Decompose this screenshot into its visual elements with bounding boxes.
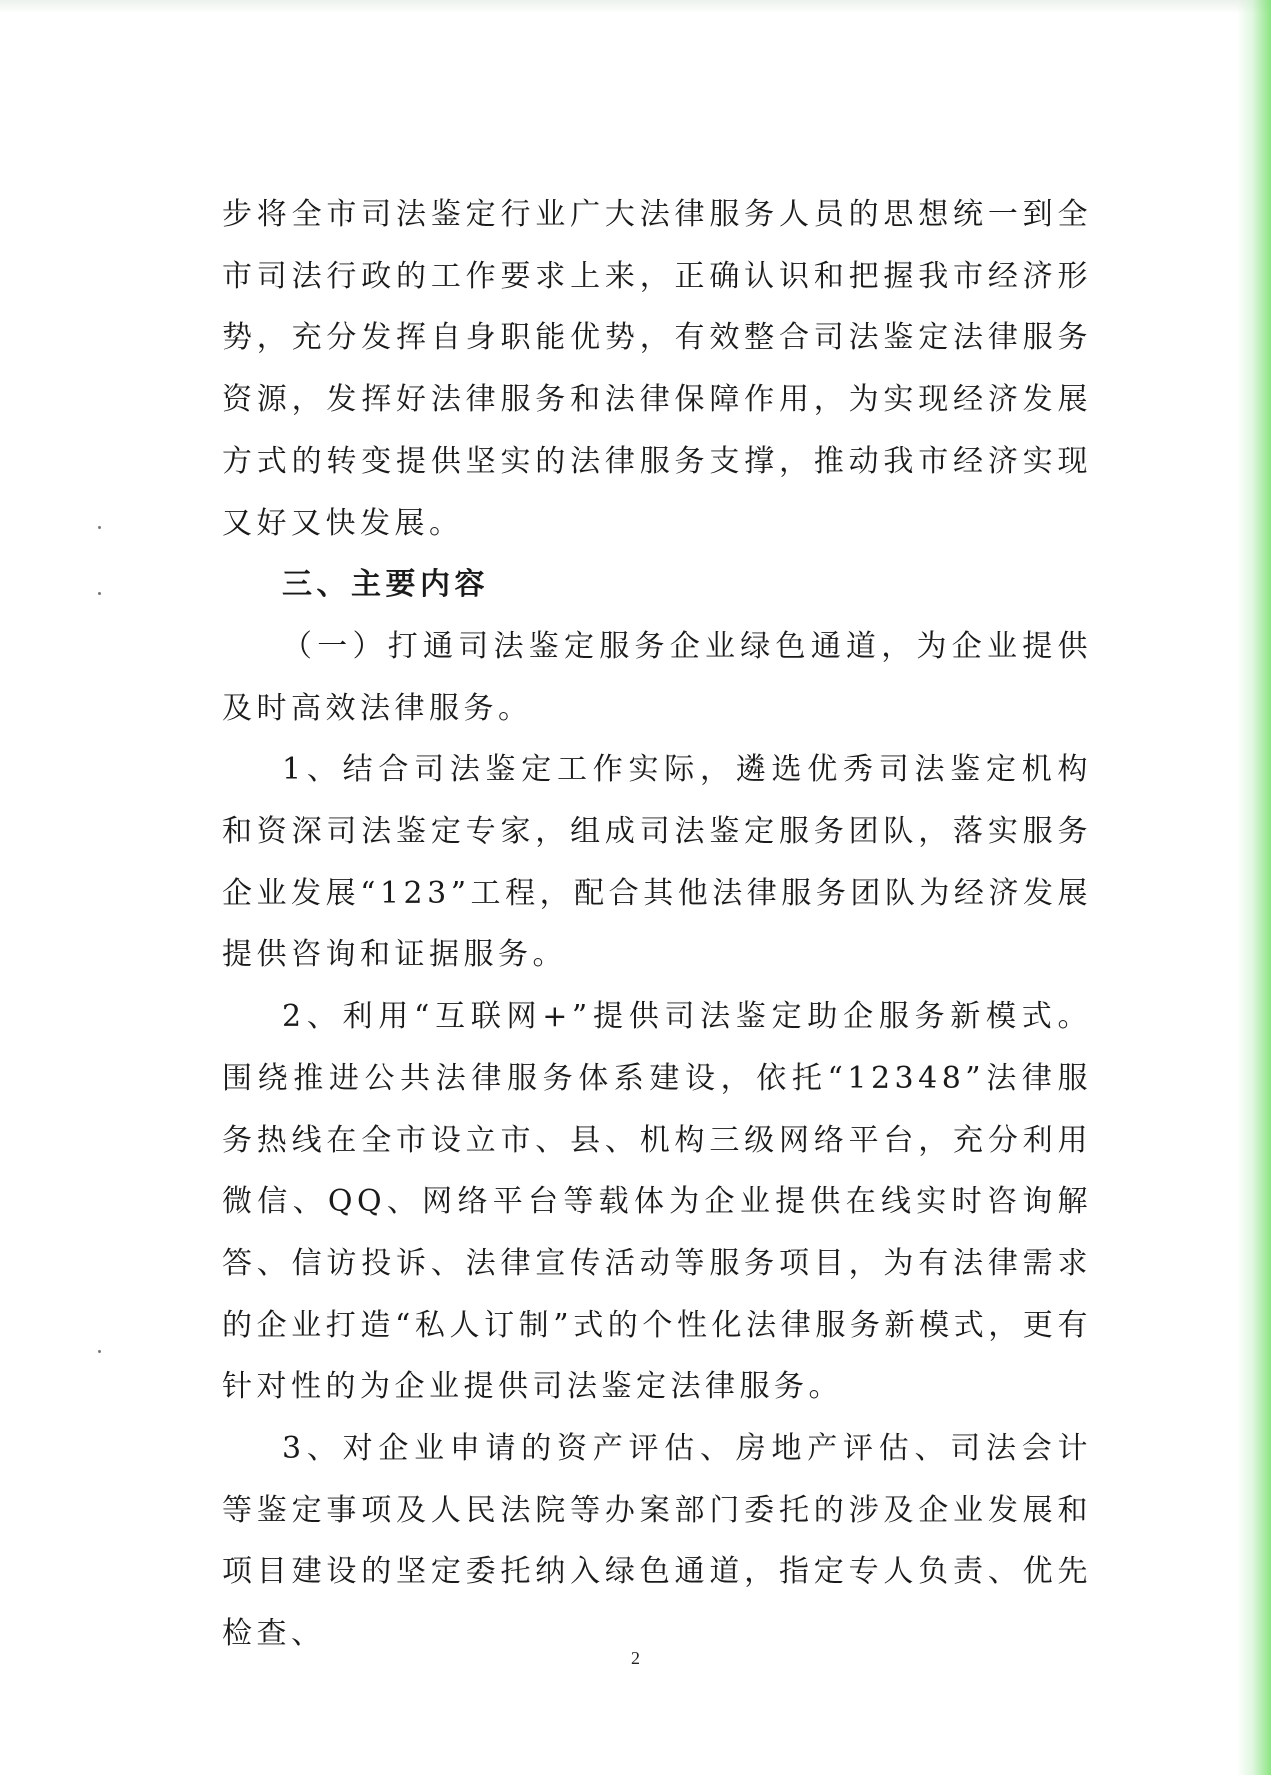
scan-speck [98,526,101,529]
subsection-paragraph: （一）打通司法鉴定服务企业绿色通道，为企业提供及时高效法律服务。 [222,628,1092,726]
scan-edge-shadow [1237,0,1271,1775]
scan-speck [98,592,101,595]
scan-speck [98,1350,101,1353]
list-item-2: 2、利用“互联网+”提供司法鉴定助企服务新模式。围绕推进公共法律服务体系建设，依托“12348”法律服务热线在全市设立市、县、机构三级网络平台，充分利用微信、QQ、网络平台等载体为企业提供在线实时咨询解答、信访投诉、法律宣传活动等服务项目，为有法律需求的企业打造“私人订制”式的个性化法律服务新模式，更有针对性的为企业提供司法鉴定法律服务。 [222,999,1092,1405]
scan-top-shadow [0,0,1271,14]
list-item-3: 3、对企业申请的资产评估、房地产评估、司法会计等鉴定事项及人民法院等办案部门委托的涉及企业发展和项目建设的坚定委托纳入绿色通道，指定专人负责、优先检查、 [222,1431,1092,1652]
page-number: 2 [631,1648,640,1668]
paragraph-continuation: 步将全市司法鉴定行业广大法律服务人员的思想统一到全市司法行政的工作要求上来，正确认识和把握我市经济形势，充分发挥自身职能优势，有效整合司法鉴定法律服务资源，发挥好法律服务和法律保障作用，为实现经济发展方式的转变提供坚实的法律服务支撑，推动我市经济实现又好又快发展。 [222,197,1092,541]
document-body [222,184,1092,1665]
list-item-1: 1、结合司法鉴定工作实际，遴选优秀司法鉴定机构和资深司法鉴定专家，组成司法鉴定服务团队，落实服务企业发展“123”工程，配合其他法律服务团队为经济发展提供咨询和证据服务。 [222,752,1092,973]
section-heading: 三、主要内容 [282,567,489,603]
